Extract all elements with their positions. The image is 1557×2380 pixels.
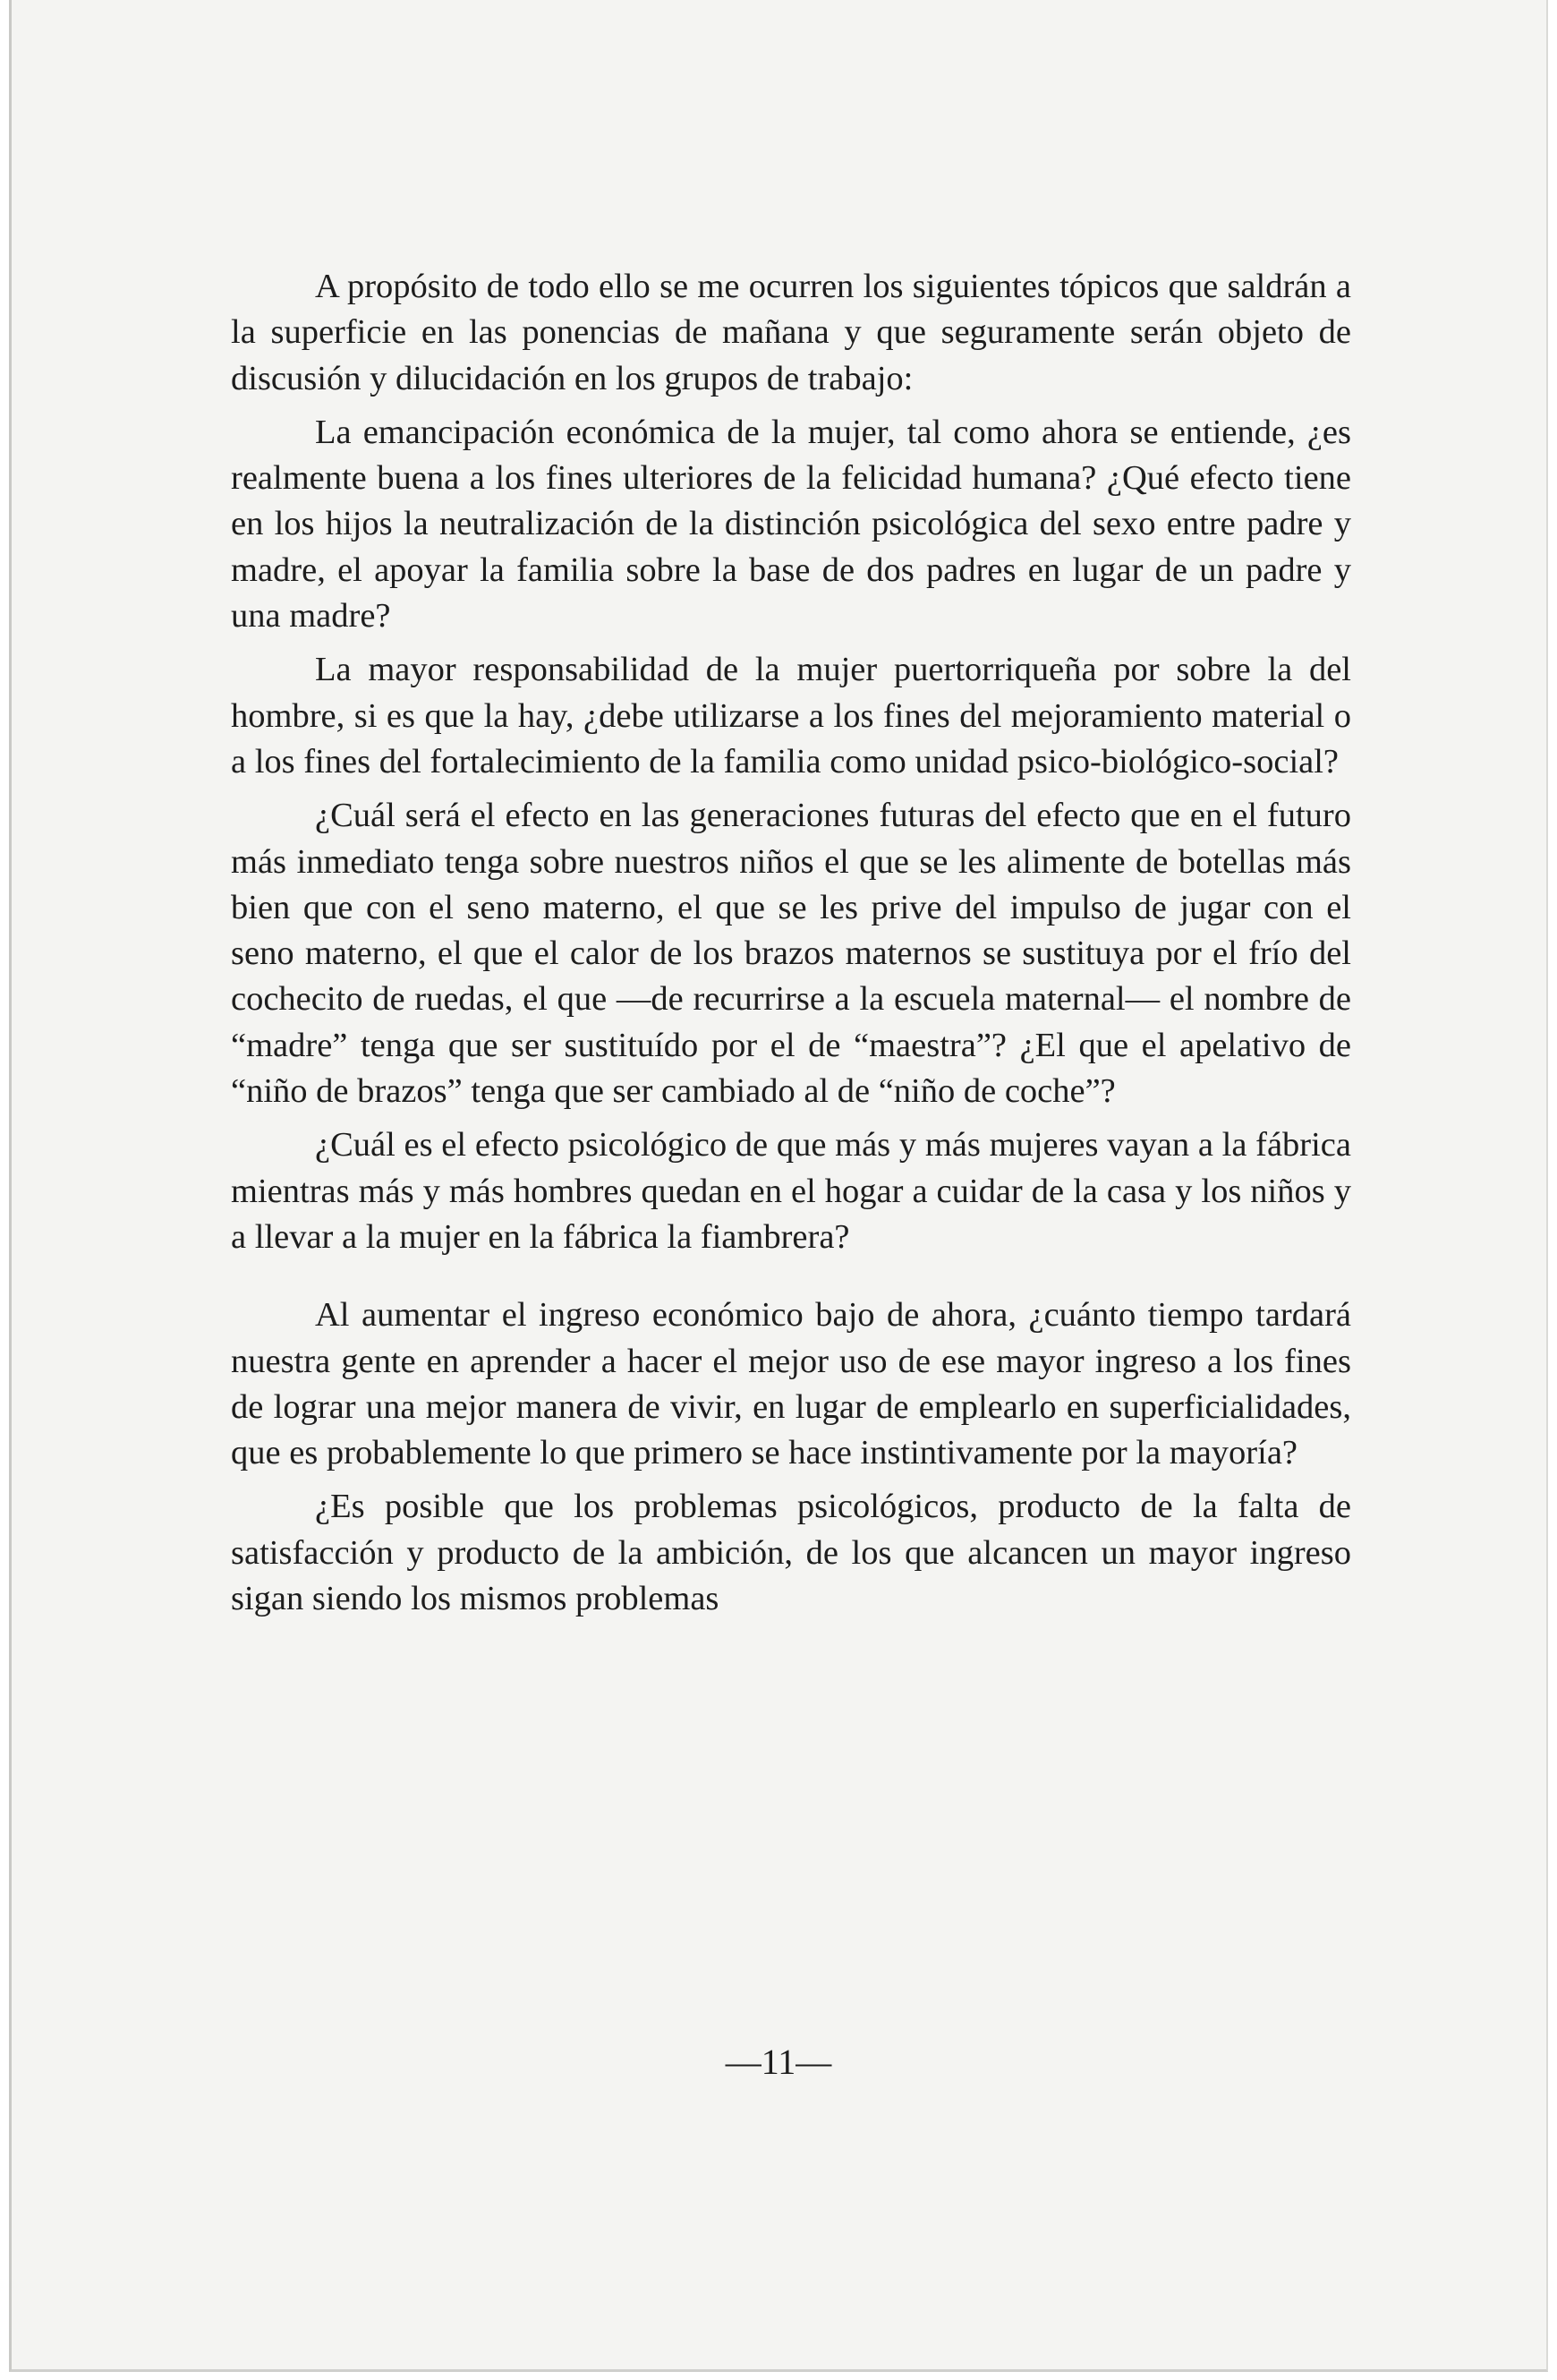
paragraph-economic-emancipation: La emancipación económica de la mujer, tal como ahora se entiende, ¿es realmente buena a los fines ulteriores de la felicidad humana? ¿Qué efecto tiene en los hijos la neutralización de la distinción psicológica del sexo entre padre y madre, el apoyar la familia sobre la base de dos padres en lugar de un padre y una madre? bbox=[231, 413, 1351, 636]
paragraph-future-generations: ¿Cuál será el efecto en las generaciones futuras del efecto que en el futuro más inmediato tenga sobre nuestros niños el que se les alimente de botellas más bien que con el seno materno, el que se les prive del impulso de jugar con el seno materno, el que el calor de los brazos maternos se sustituya por el frío del cochecito de ruedas, el que —de recurrirse a la escuela maternal— el nombre de “madre” tenga que ser sustituído por el de “maestra”? ¿El que el apelativo de “niño de brazos” tenga que ser cambiado al de “niño de coche”? bbox=[231, 797, 1351, 1111]
paragraph-topics-intro: A propósito de todo ello se me ocurren los siguientes tópicos que saldrán a la superficie en las ponencias de mañana y que seguramente serán objeto de discusión y dilucidación en los grupos de trabajo: bbox=[231, 268, 1351, 397]
paragraph-factory-effect: ¿Cuál es el efecto psicológico de que más y más mujeres vayan a la fábrica mientras más y más hombres quedan en el hogar a cuidar de la casa y los niños y a llevar a la mujer en la fábrica la fiambrera? bbox=[231, 1126, 1351, 1256]
paragraph-responsibility: La mayor responsabilidad de la mujer puertorriqueña por sobre la del hombre, si es que la hay, ¿debe utilizarse a los fines del mejoramiento material o a los fines del fortalecimiento de la familia como unidad psico-biológico-social? bbox=[231, 651, 1351, 781]
body-text bbox=[231, 264, 1351, 1630]
paragraph-income-increase: Al aumentar el ingreso económico bajo de ahora, ¿cuánto tiempo tardará nuestra gente en aprender a hacer el mejor uso de ese mayor ingreso a los fines de lograr una mejor manera de vivir, en lugar de emplearlo en superficialidades, que es probablemente lo que primero se hace instintivamente por la mayoría? bbox=[231, 1296, 1351, 1472]
page-number: —11— bbox=[725, 2042, 832, 2082]
paragraph-psychological-problems: ¿Es posible que los problemas psicológicos, producto de la falta de satisfacción y producto de la ambición, de los que alcancen un mayor ingreso sigan siendo los mismos problemas bbox=[231, 1488, 1351, 1618]
